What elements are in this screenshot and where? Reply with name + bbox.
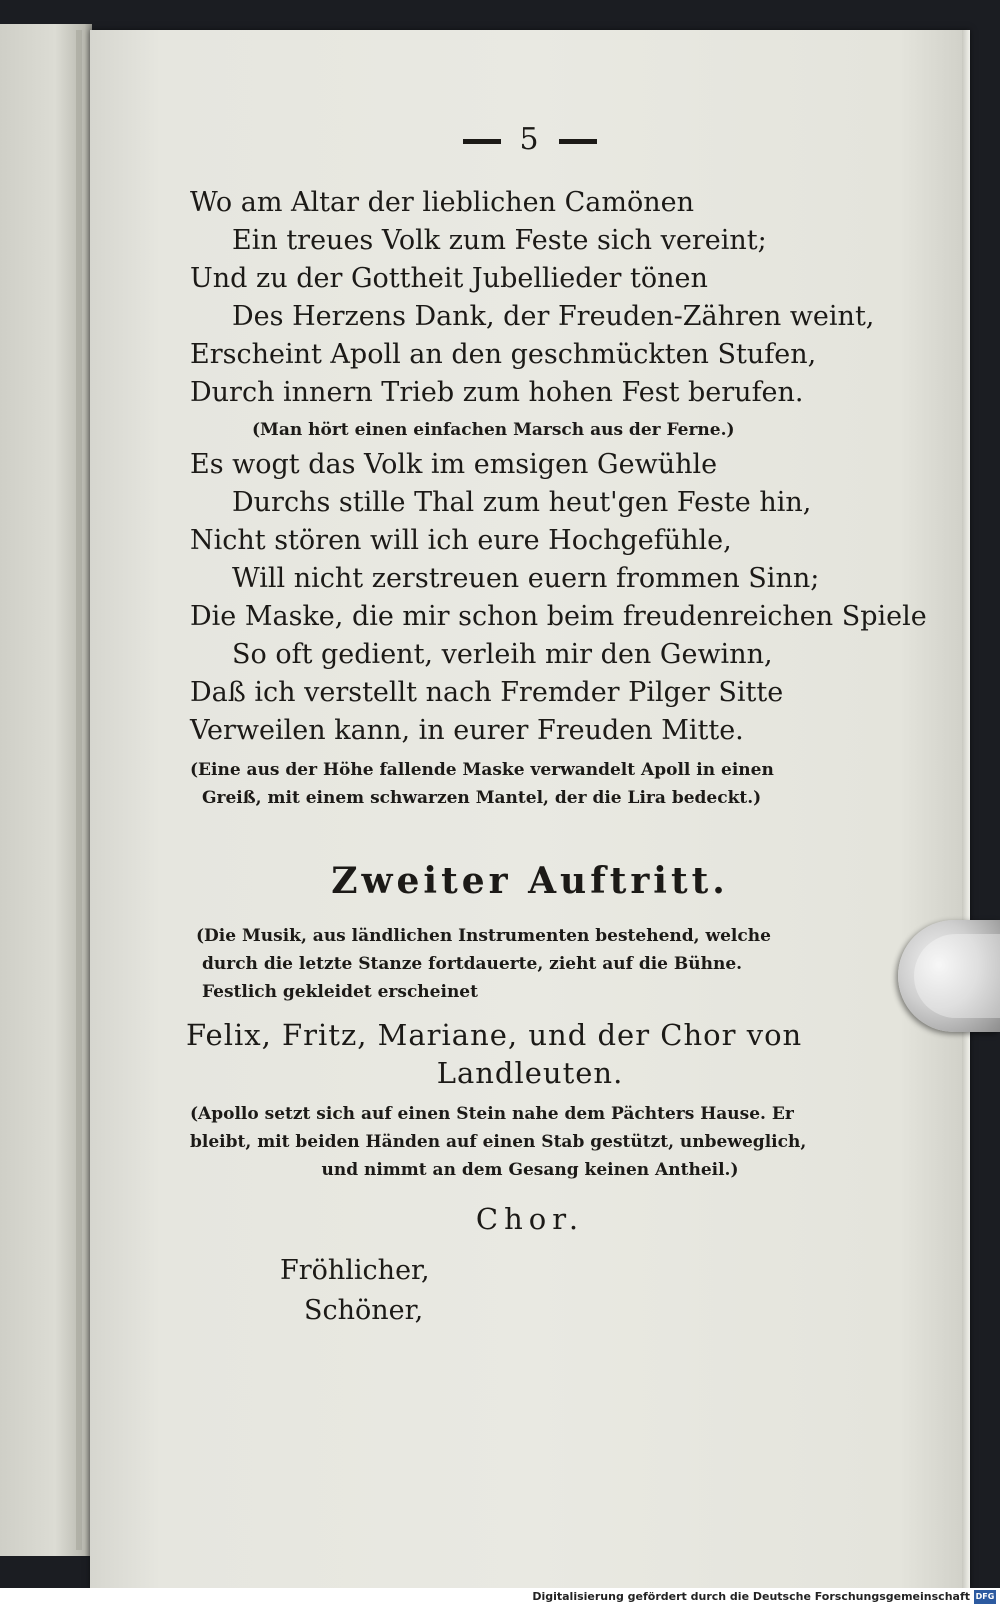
scene-heading: Zweiter Auftritt. (331, 860, 729, 902)
footer-credit: Digitalisierung gefördert durch die Deutsche Forschungsgemeinschaft (532, 1590, 970, 1603)
verse-line: Die Maske, die mir schon beim freudenreichen Spiele (190, 601, 927, 632)
verse-line: Durch innern Trieb zum hohen Fest berufen. (190, 377, 804, 408)
verse-line: Daß ich verstellt nach Fremder Pilger Sitte (190, 677, 784, 708)
stage-direction: durch die letzte Stanze fortdauerte, zieht auf die Bühne. (202, 954, 743, 974)
dash-left (463, 139, 501, 144)
stage-direction: bleibt, mit beiden Händen auf einen Stab gestützt, unbeweglich, (190, 1132, 807, 1152)
verse-line: Will nicht zerstreuen euern frommen Sinn; (232, 563, 820, 594)
stage-direction: (Die Musik, aus ländlichen Instrumenten bestehend, welche (196, 926, 771, 946)
dfg-logo: DFG (974, 1590, 996, 1604)
stage-direction: (Eine aus der Höhe fallende Maske verwandelt Apoll in einen (190, 760, 774, 780)
chorus-line: Schöner, (304, 1295, 424, 1326)
verse-line: Durchs stille Thal zum heut'gen Feste hin, (232, 487, 812, 518)
verse-line: Ein treues Volk zum Feste sich vereint; (232, 225, 767, 256)
chorus-line: Fröhlicher, (280, 1255, 430, 1286)
page-text (90, 30, 970, 1588)
dramatis-personae: Landleuten. (436, 1056, 624, 1090)
verse-line: So oft gedient, verleih mir den Gewinn, (232, 639, 773, 670)
stage-direction: (Man hört einen einfachen Marsch aus der Ferne.) (252, 420, 735, 440)
page-number-value: 5 (519, 122, 541, 157)
verse-line: Und zu der Gottheit Jubellieder tönen (190, 263, 708, 294)
verse-line: Verweilen kann, in eurer Freuden Mitte. (190, 715, 744, 746)
digitization-footer (0, 1588, 1000, 1608)
book-page (90, 30, 970, 1588)
stage-direction: Festlich gekleidet erscheinet (202, 982, 478, 1002)
facing-page-shadow (76, 30, 82, 1550)
page-clip (898, 920, 1000, 1032)
dash-right (559, 139, 597, 144)
verse-line: Nicht stören will ich eure Hochgefühle, (190, 525, 732, 556)
verse-line: Erscheint Apoll an den geschmückten Stufen, (190, 339, 817, 370)
page-number (90, 122, 970, 157)
verse-line: Wo am Altar der lieblichen Camönen (190, 187, 694, 218)
verse-line: Es wogt das Volk im emsigen Gewühle (190, 449, 718, 480)
chorus-label: Chor. (475, 1202, 585, 1236)
stage-direction: Greiß, mit einem schwarzen Mantel, der die Lira bedeckt.) (202, 788, 762, 808)
dramatis-personae: Felix, Fritz, Mariane, und der Chor von (186, 1018, 803, 1052)
stage-direction: und nimmt an dem Gesang keinen Antheil.) (321, 1160, 739, 1180)
verse-line: Des Herzens Dank, der Freuden-Zähren weint, (232, 301, 875, 332)
page-clip-highlight (914, 934, 1000, 1018)
stage-direction: (Apollo setzt sich auf einen Stein nahe dem Pächters Hause. Er (190, 1104, 794, 1124)
